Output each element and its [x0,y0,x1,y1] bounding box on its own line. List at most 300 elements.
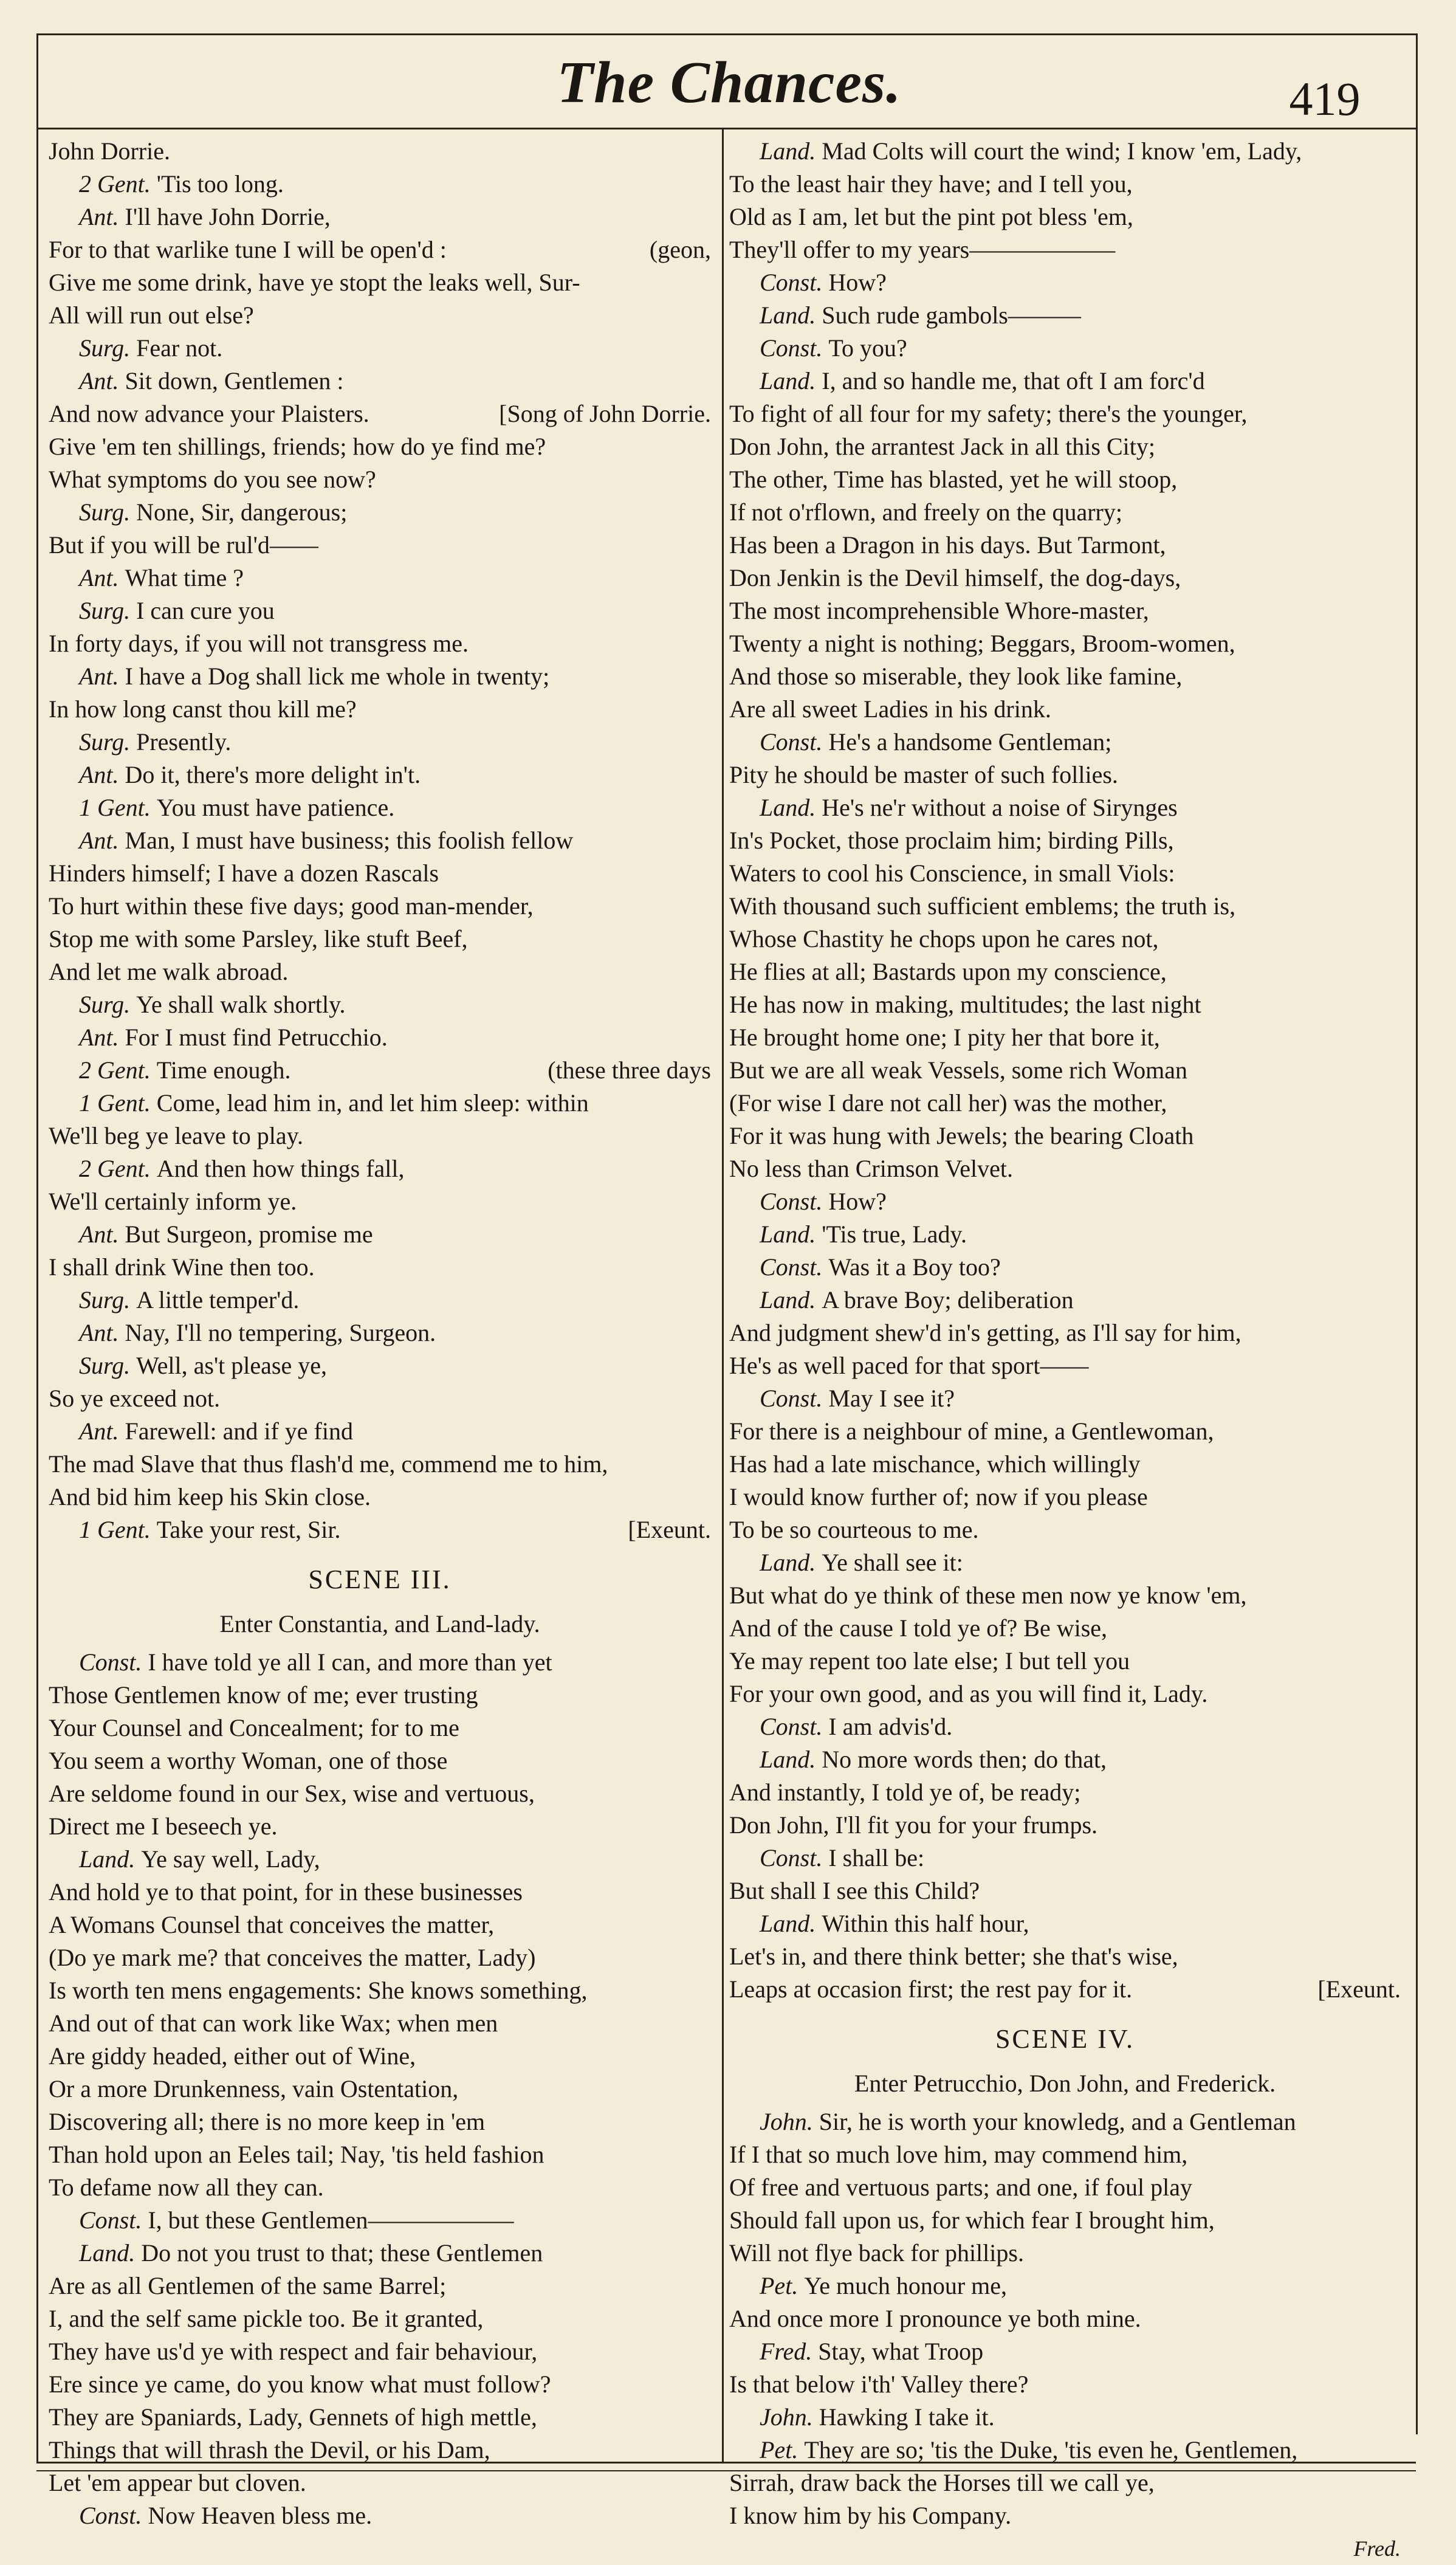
margin-direction: [Exeunt. [628,1516,711,1543]
line-text: Give 'em ten shillings, friends; how do ye find me? [49,433,546,460]
verse-line [49,1448,711,1481]
verse-line [49,2007,711,2040]
line-text: He's ne'r without a noise of Sirynges [822,794,1178,821]
speaker-name: 2 Gent. [79,170,157,198]
speech-line [49,824,711,857]
verse-line [49,2073,711,2105]
line-text: Was it a Boy too? [828,1253,1001,1281]
speaker-name: Const. [79,2206,148,2234]
verse-line [729,1021,1401,1054]
verse-line [729,1481,1401,1513]
verse-line [729,233,1401,266]
line-text: 'Tis too long. [156,170,284,198]
speech-line [729,1710,1401,1743]
line-text: To you? [828,334,907,362]
verse-line [729,1054,1401,1087]
frame-right-rule [1416,33,1418,2434]
line-text: But Surgeon, promise me [125,1221,373,1248]
speaker-name: Const. [760,269,829,296]
speech-line [729,1251,1401,1284]
speaker-name: Surg. [79,1286,137,1313]
line-text: All will run out else? [49,301,254,329]
speaker-name: Surg. [79,498,137,526]
line-text: And hold ye to that point, for in these businesses [49,1878,523,1906]
line-text: Don John, I'll fit you for your frumps. [729,1811,1098,1839]
line-text: To be so courteous to me. [729,1516,979,1543]
line-text: Ye say well, Lady, [141,1845,320,1873]
speech-line [729,2434,1401,2467]
line-text: But shall I see this Child? [729,1877,980,1904]
verse-line [49,1909,711,1941]
speech-line [49,365,711,398]
line-text: A Womans Counsel that conceives the matter, [49,1911,495,1938]
line-text: Waters to cool his Conscience, in small Viols: [729,859,1175,887]
speech-line [729,1185,1401,1218]
verse-line [729,463,1401,496]
speaker-name: Ant. [79,203,125,230]
line-text: Sit down, Gentlemen : [125,367,344,394]
verse-line [49,1251,711,1284]
line-text: Hawking I take it. [819,2403,995,2431]
speaker-name: Pet. [760,2272,805,2299]
verse-line [49,2302,711,2335]
scene-heading: SCENE IV. [995,2024,1135,2054]
verse-line [729,2302,1401,2335]
verse-line [49,299,711,332]
line-text: You seem a worthy Woman, one of those [49,1747,448,1774]
verse-line [49,2401,711,2434]
verse-line [729,1349,1401,1382]
line-text: Let 'em appear but cloven. [49,2469,306,2496]
line-text: Take your rest, Sir. [156,1516,341,1543]
frame-top-rule [36,33,1416,35]
verse-line [729,562,1401,594]
line-text: To hurt within these five days; good man-mender, [49,892,534,920]
speaker-name: John. [760,2108,819,2135]
line-text: Things that will thrash the Devil, or his Dam, [49,2436,490,2463]
speech-line [49,1054,711,1087]
line-text: If I that so much love him, may commend him, [729,2141,1188,2168]
speaker-name: Const. [760,1385,829,1412]
verse-line [729,824,1401,857]
margin-direction: [Exeunt. [1317,1975,1401,2003]
speaker-name: Surg. [79,991,137,1018]
verse-line [729,2368,1401,2401]
speaker-name: Const. [760,334,829,362]
verse-line [729,1448,1401,1481]
speech-line [49,988,711,1021]
line-text: We'll certainly inform ye. [49,1188,297,1215]
line-text: Pity he should be master of such follies. [729,761,1118,788]
line-text: Do it, there's more delight in't. [125,761,421,788]
speaker-name: Land. [760,1221,822,1248]
verse-line [729,890,1401,923]
verse-line [49,2105,711,2138]
line-text: And out of that can work like Wax; when men [49,2009,498,2037]
line-text: Leaps at occasion first; the rest pay for it. [729,1975,1133,2003]
speech-line [729,1284,1401,1317]
line-text: Hinders himself; I have a dozen Rascals [49,859,439,887]
line-text: Are as all Gentlemen of the same Barrel; [49,2272,447,2299]
verse-line [49,2434,711,2467]
verse-line [729,2499,1401,2532]
verse-line [729,1645,1401,1678]
line-text: For to that warlike tune I will be open'd : [49,236,447,263]
verse-line [49,1712,711,1744]
speaker-name: Surg. [79,334,137,362]
speech-line [49,1317,711,1349]
speaker-name: Const. [79,1648,148,1676]
line-text: Let's in, and there think better; she that's wise, [729,1943,1178,1970]
speaker-name: Land. [760,1910,822,1937]
speech-line [49,1021,711,1054]
line-text: They are Spaniards, Lady, Gennets of high mettle, [49,2403,537,2431]
verse-line [49,890,711,923]
line-text: For your own good, and as you will find it, Lady. [729,1680,1208,1707]
speaker-name: Ant. [79,1319,125,1346]
speaker-name: Land. [760,301,822,329]
speech-line [49,1646,711,1679]
speech-line [49,1349,711,1382]
line-text: I know him by his Company. [729,2502,1012,2529]
speaker-name: Land. [760,1746,822,1773]
verse-line [729,759,1401,791]
line-text: Man, I must have business; this foolish fellow [125,827,574,854]
line-text: Don John, the arrantest Jack in all this City; [729,433,1155,460]
speech-line [49,1415,711,1448]
speaker-name: Const. [760,1713,829,1740]
line-text: I shall be: [828,1844,925,1871]
speech-line [49,1152,711,1185]
verse-line [729,1612,1401,1645]
verse-line [729,1087,1401,1120]
verse-line [729,1875,1401,1907]
line-text: And let me walk abroad. [49,958,289,985]
speech-line [49,2499,711,2532]
verse-line [729,955,1401,988]
speech-line [49,1513,711,1546]
speech-line [49,1843,711,1876]
verse-line [49,2270,711,2302]
line-text: To defame now all they can. [49,2174,324,2201]
line-text: Discovering all; there is no more keep in 'em [49,2108,486,2135]
line-text: (Do ye mark me? that conceives the matter, Lady) [49,1944,536,1971]
verse-line [729,168,1401,201]
right-column [729,135,1401,2565]
verse-line [729,430,1401,463]
line-text: Presently. [136,728,232,756]
stage-direction: Enter Petrucchio, Don John, and Frederick. [854,2070,1276,2097]
verse-line [729,1940,1401,1973]
line-text: Ye shall see it: [822,1549,963,1576]
speaker-name: Pet. [760,2436,805,2463]
line-text: Whose Chastity he chops upon he cares not, [729,925,1159,952]
column-divider [722,128,724,2462]
verse-line [49,693,711,726]
speech-line [49,1087,711,1120]
speech-line [729,791,1401,824]
scene-heading: SCENE III. [308,1565,452,1594]
verse-line [49,2335,711,2368]
line-text: With thousand such sufficient emblems; the truth is, [729,892,1236,920]
line-text: Do not you trust to that; these Gentlemen [141,2239,543,2267]
line-text: I, and so handle me, that oft I am forc'd [822,367,1205,394]
speaker-name: Const. [79,2502,148,2529]
speaker-name: Ant. [79,564,125,591]
line-text: For it was hung with Jewels; the bearing Cloath [729,1122,1194,1149]
speaker-name: Ant. [79,367,125,394]
verse-line [49,1481,711,1513]
speech-line [49,562,711,594]
speech-line [49,1218,711,1251]
line-text: Are giddy headed, either out of Wine, [49,2042,416,2070]
line-text: He's as well paced for that sport—— [729,1352,1089,1379]
left-column [49,135,711,2532]
line-text: Should fall upon us, for which fear I brought him, [729,2206,1215,2234]
line-text: I'll have John Dorrie, [125,203,331,230]
line-text: In's Pocket, those proclaim him; birding Pills, [729,827,1174,854]
line-text: None, Sir, dangerous; [136,498,348,526]
line-text: And judgment shew'd in's getting, as I'll say for him, [729,1319,1241,1346]
speaker-name: Ant. [79,1417,125,1445]
line-text: Come, lead him in, and let him sleep: within [156,1089,589,1117]
line-text: No more words then; do that, [822,1746,1107,1773]
speaker-name: 1 Gent. [79,1516,157,1543]
line-text: He has now in making, multitudes; the last night [729,991,1201,1018]
line-text: To fight of all four for my safety; there's the younger, [729,400,1248,427]
line-text: We'll beg ye leave to play. [49,1122,304,1149]
verse-line [49,430,711,463]
verse-line [49,1941,711,1974]
verse-line [49,398,711,430]
verse-line [49,1810,711,1843]
verse-line [729,594,1401,627]
verse-line [729,1317,1401,1349]
speaker-name: John. [760,2403,819,2431]
verse-line [729,693,1401,726]
page-number: 419 [1289,72,1361,125]
line-text: I, but these Gentlemen—————— [148,2206,514,2234]
verse-line [49,2368,711,2401]
frame-left-rule [36,33,38,2462]
verse-line [729,1120,1401,1152]
verse-line [49,857,711,890]
line-text: He flies at all; Bastards upon my conscience, [729,958,1167,985]
line-text: They'll offer to my years—————— [729,236,1116,263]
line-text: How? [828,1188,887,1215]
line-text: Stop me with some Parsley, like stuft Beef, [49,925,468,952]
line-text: I can cure you [136,597,275,624]
line-text: I, and the self same pickle too. Be it granted, [49,2305,484,2332]
verse-line [49,1777,711,1810]
margin-direction: (these three days [548,1056,711,1084]
line-text: For I must find Petrucchio. [125,1024,388,1051]
line-text: Ye much honour me, [804,2272,1008,2299]
line-text: You must have patience. [156,794,395,821]
speaker-name: Fred. [760,2338,819,2365]
verse-line [49,1382,711,1415]
verse-line [729,2171,1401,2204]
speaker-name: Surg. [79,728,137,756]
verse-line [729,1809,1401,1842]
speaker-name: Land. [760,1286,822,1313]
speech-line [729,2401,1401,2434]
speaker-name: Const. [760,1253,829,1281]
speaker-name: Land. [760,367,822,394]
line-text: The most incomprehensible Whore-master, [729,597,1149,624]
speech-line [49,2204,711,2237]
verse-line [729,660,1401,693]
verse-line [49,1679,711,1712]
line-text: Mad Colts will court the wind; I know 'em, Lady, [822,137,1302,165]
verse-line [49,1744,711,1777]
line-text: Ere since ye came, do you know what must follow? [49,2370,551,2398]
speech-line [49,791,711,824]
speaker-name: Land. [79,1845,142,1873]
speech-line [49,759,711,791]
speech-line [729,2270,1401,2302]
line-text: Is worth ten mens engagements: She knows something, [49,1977,588,2004]
verse-line [729,857,1401,890]
line-text: I have told ye all I can, and more than yet [148,1648,552,1676]
speech-line [49,1284,711,1317]
line-text: Ye shall walk shortly. [136,991,346,1018]
line-text: Sir, he is worth your knowledg, and a Gentleman [819,2108,1296,2135]
speech-line [49,332,711,365]
line-text: He brought home one; I pity her that bore it, [729,1024,1160,1051]
line-text: Those Gentlemen know of me; ever trusting [49,1681,478,1709]
line-text: Direct me I beseech ye. [49,1813,278,1840]
verse-line [49,923,711,955]
line-text: He's a handsome Gentleman; [828,728,1112,756]
line-text: And of the cause I told ye of? Be wise, [729,1614,1108,1642]
verse-line [49,529,711,562]
verse-line [49,2467,711,2499]
speaker-name: 1 Gent. [79,794,157,821]
line-text: And instantly, I told ye of, be ready; [729,1778,1081,1806]
line-text: Are seldome found in our Sex, wise and vertuous, [49,1780,535,1807]
speech-line [729,1743,1401,1776]
speaker-name: Ant. [79,761,125,788]
speech-line [729,266,1401,299]
speaker-name: Ant. [79,1024,125,1051]
line-text: But if you will be rul'd—— [49,531,318,559]
line-text: Within this half hour, [822,1910,1029,1937]
line-text: Your Counsel and Concealment; for to me [49,1714,459,1741]
speech-line [729,1546,1401,1579]
speaker-name: Const. [760,728,829,756]
speech-line [729,726,1401,759]
line-text: To the least hair they have; and I tell you, [729,170,1133,198]
speech-line [49,2237,711,2270]
line-text: Or a more Drunkenness, vain Ostentation, [49,2075,459,2102]
speech-line [49,594,711,627]
line-text: Twenty a night is nothing; Beggars, Broom-women, [729,630,1235,657]
speaker-name: Surg. [79,597,137,624]
line-text: Sirrah, draw back the Horses till we call ye, [729,2469,1155,2496]
line-text: Ye may repent too late else; I but tell you [729,1647,1130,1675]
speech-line [729,1842,1401,1875]
verse-line [729,2204,1401,2237]
line-text: In how long canst thou kill me? [49,695,357,723]
verse-line [49,1876,711,1909]
speech-line [49,496,711,529]
speech-line [49,168,711,201]
line-text: Stay, what Troop [818,2338,984,2365]
line-text: The other, Time has blasted, yet he will stoop, [729,466,1178,493]
line-text: If not o'rflown, and freely on the quarry; [729,498,1122,526]
line-text: Than hold upon an Eeles tail; Nay, 'tis held fashion [49,2141,544,2168]
speaker-name: Const. [760,1844,829,1871]
line-text: They have us'd ye with respect and fair behaviour, [49,2338,538,2365]
line-text: John Dorrie. [49,137,170,165]
line-text: In forty days, if you will not transgress me. [49,630,469,657]
stage-direction: Enter Constantia, and Land-lady. [219,1610,540,1637]
speaker-name: 2 Gent. [79,1155,157,1182]
verse-line [729,2467,1401,2499]
speech-line [729,1382,1401,1415]
line-text: Time enough. [156,1056,291,1084]
line-text: Now Heaven bless me. [148,2502,373,2529]
speech-line [49,660,711,693]
running-title: The Chances. [557,50,902,115]
verse-line [729,2138,1401,2171]
verse-line [729,1776,1401,1809]
speech-line [729,332,1401,365]
line-text: For there is a neighbour of mine, a Gentlewoman, [729,1417,1214,1445]
verse-line [729,1973,1401,2006]
catchword: Fred. [1353,2536,1401,2561]
speaker-name: 2 Gent. [79,1056,157,1084]
verse-line [49,2138,711,2171]
verse-line [49,627,711,660]
line-text: No less than Crimson Velvet. [729,1155,1014,1182]
margin-direction: [Song of John Dorrie. [499,400,711,427]
line-text: May I see it? [828,1385,955,1412]
speaker-name: Surg. [79,1352,137,1379]
verse-line [729,1152,1401,1185]
speech-line [729,2335,1401,2368]
line-text: Has been a Dragon in his days. But Tarmont, [729,531,1166,559]
verse-line [729,201,1401,233]
verse-line [49,266,711,299]
verse-line [729,529,1401,562]
verse-line [49,1185,711,1218]
speaker-name: Land. [79,2239,142,2267]
line-text: What symptoms do you see now? [49,466,376,493]
verse-line [49,955,711,988]
verse-line [49,1120,711,1152]
verse-line [729,1415,1401,1448]
line-text: A brave Boy; deliberation [822,1286,1074,1313]
verse-line [729,496,1401,529]
line-text: Will not flye back for phillips. [729,2239,1024,2267]
line-text: And once more I pronounce ye both mine. [729,2305,1141,2332]
line-text: Is that below i'th' Valley there? [729,2370,1029,2398]
line-text: And bid him keep his Skin close. [49,1483,371,1510]
header-rule [36,128,1416,129]
verse-line [729,398,1401,430]
line-text: I am advis'd. [828,1713,953,1740]
line-text: Of free and vertuous parts; and one, if foul play [729,2174,1192,2201]
line-text: 'Tis true, Lady. [822,1221,967,1248]
speaker-name: 1 Gent. [79,1089,157,1117]
line-text: So ye exceed not. [49,1385,221,1412]
verse-line [729,627,1401,660]
line-text: Farewell: and if ye find [125,1417,353,1445]
line-text: And those so miserable, they look like famine, [729,663,1183,690]
line-text: Old as I am, let but the pint pot bless 'em, [729,203,1133,230]
